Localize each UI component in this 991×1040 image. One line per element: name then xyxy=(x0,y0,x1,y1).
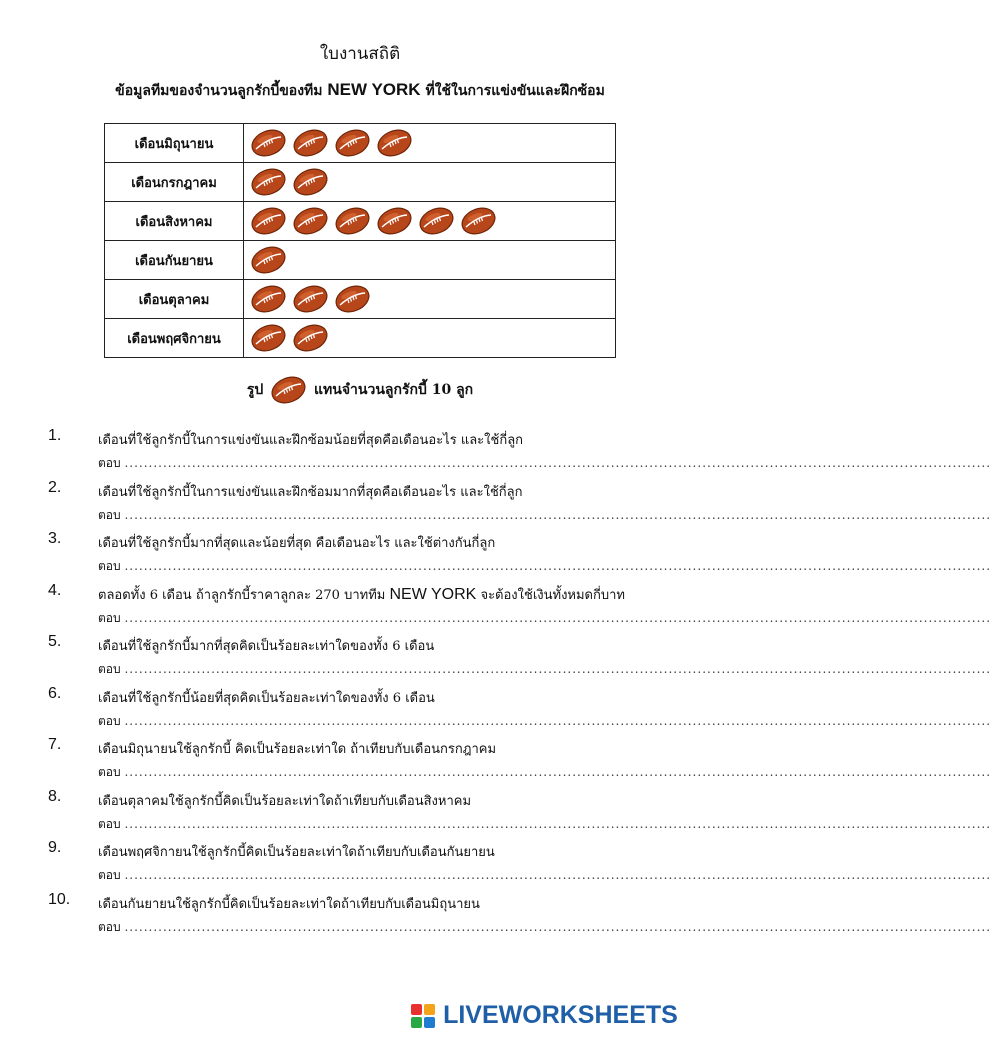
question-item xyxy=(48,425,991,477)
rugby-ball-icon xyxy=(292,284,329,314)
answer-label: ตอบ xyxy=(98,662,121,676)
question-text: เดือนที่ใช้ลูกรักบี้น้อยที่สุดคิดเป็นร้อยละเท่าใดของทั้ง 6 เดือน xyxy=(98,690,435,706)
answer-line[interactable] xyxy=(98,609,991,628)
answer-line[interactable] xyxy=(98,866,991,885)
answer-label: ตอบ xyxy=(98,456,121,470)
month-label: เดือนมิถุนายน xyxy=(105,124,244,163)
table-row xyxy=(105,163,616,202)
answer-line[interactable] xyxy=(98,506,991,525)
team-name: NEW YORK xyxy=(327,80,421,99)
rugby-ball-icon xyxy=(334,206,371,236)
question-text-after: จะต้องใช้เงินทั้งหมดกี่บาท xyxy=(480,587,625,603)
question-text: เดือนที่ใช้ลูกรักบี้ในการแข่งขันและฝึกซ้อมน้อยที่สุดคือเดือนอะไร และใช้กี่ลูก xyxy=(98,433,524,448)
question-item xyxy=(48,631,991,683)
month-label: เดือนพฤศจิกายน xyxy=(105,319,244,358)
answer-dotted-line[interactable]: .................................................................................................................................................................................... xyxy=(124,456,991,470)
answer-line[interactable] xyxy=(98,712,991,731)
rugby-ball-icon xyxy=(334,128,371,158)
rugby-ball-icon xyxy=(250,206,287,236)
rugby-ball-icon xyxy=(250,167,287,197)
answer-line[interactable] xyxy=(98,557,991,576)
question-number: 2. xyxy=(48,478,62,496)
question-text: เดือนที่ใช้ลูกรักบี้มากที่สุดและน้อยที่สุด คือเดือนอะไร และใช้ต่างกันกี่ลูก xyxy=(98,536,496,551)
month-icons xyxy=(244,319,616,358)
question-line xyxy=(98,738,496,759)
question-item xyxy=(48,837,991,889)
question-text: เดือนที่ใช้ลูกรักบี้ในการแข่งขันและฝึกซ้อมมากที่สุดคือเดือนอะไร และใช้กี่ลูก xyxy=(98,484,523,500)
question-line xyxy=(98,429,523,450)
rugby-ball-icon xyxy=(376,206,413,236)
answer-label: ตอบ xyxy=(98,713,121,728)
question-number: 5. xyxy=(48,633,62,650)
month-icons xyxy=(244,124,616,163)
month-icons xyxy=(244,241,616,280)
table-row xyxy=(105,280,616,319)
question-number: 7. xyxy=(48,736,62,753)
question-line xyxy=(98,790,471,811)
answer-dotted-line[interactable]: .................................................................................................................................................................................... xyxy=(124,662,991,676)
rugby-ball-icon xyxy=(292,167,329,197)
question-item xyxy=(48,580,991,632)
rugby-ball-icon xyxy=(418,206,455,236)
answer-dotted-line[interactable]: .................................................................................................................................................................................... xyxy=(124,610,991,625)
answer-label: ตอบ xyxy=(98,507,121,522)
answer-label: ตอบ xyxy=(98,919,121,934)
question-line xyxy=(98,841,495,862)
question-number: 6. xyxy=(48,684,62,702)
question-item xyxy=(48,889,991,941)
logo-square xyxy=(424,1004,435,1015)
question-line xyxy=(98,481,522,502)
question-number: 3. xyxy=(48,530,62,547)
month-icons xyxy=(244,280,616,319)
question-number: 8. xyxy=(48,787,62,805)
rugby-ball-icon xyxy=(250,245,287,275)
team-name: NEW YORK xyxy=(389,585,477,603)
question-text: เดือนกันยายนใช้ลูกรักบี้คิดเป็นร้อยละเท่าใดถ้าเทียบกับเดือนมิถุนายน xyxy=(98,896,480,912)
rugby-ball-icon xyxy=(376,128,413,158)
half-rugby-ball-icon xyxy=(292,323,311,353)
month-label: เดือนสิงหาคม xyxy=(105,202,244,241)
answer-dotted-line[interactable]: .................................................................................................................................................................................... xyxy=(124,765,991,779)
pictograph-table xyxy=(104,123,616,358)
question-item xyxy=(48,528,991,580)
rugby-ball-icon xyxy=(460,206,497,236)
rugby-ball-icon xyxy=(270,375,307,405)
table-row xyxy=(105,202,616,241)
table-row xyxy=(105,241,616,280)
question-item xyxy=(48,734,991,786)
question-list xyxy=(48,425,991,940)
liveworksheets-logo xyxy=(411,1001,678,1029)
rugby-ball-icon xyxy=(250,128,287,158)
pictograph-legend xyxy=(0,375,720,405)
subtitle-text-after: ที่ใช้ในการแข่งขันและฝึกซ้อม xyxy=(425,83,605,99)
worksheet-title: ใบงานสถิติ xyxy=(319,44,401,64)
liveworksheets-logo-text: LIVEWORKSHEETS xyxy=(443,1001,678,1029)
logo-square xyxy=(411,1017,422,1028)
worksheet-subtitle xyxy=(0,80,720,102)
month-label: เดือนตุลาคม xyxy=(105,280,244,319)
question-line xyxy=(98,687,435,708)
logo-square xyxy=(411,1004,422,1015)
answer-dotted-line[interactable]: .................................................................................................................................................................................... xyxy=(124,507,991,522)
legend-text-after: แทนจำนวนลูกรักบี้ 10 ลูก xyxy=(314,382,474,398)
question-number: 10. xyxy=(48,890,71,908)
question-line xyxy=(98,635,434,656)
month-label: เดือนกรกฎาคม xyxy=(105,163,244,202)
rugby-ball-icon xyxy=(292,206,329,236)
answer-label: ตอบ xyxy=(98,559,121,573)
question-text: เดือนตุลาคมใช้ลูกรักบี้คิดเป็นร้อยละเท่าใดถ้าเทียบกับเดือนสิงหาคม xyxy=(98,793,472,809)
question-line xyxy=(98,532,495,553)
answer-dotted-line[interactable]: .................................................................................................................................................................................... xyxy=(124,816,991,831)
answer-line[interactable] xyxy=(98,454,991,473)
liveworksheets-logo-mark xyxy=(411,1004,435,1028)
month-label: เดือนกันยายน xyxy=(105,241,244,280)
question-number: 9. xyxy=(48,839,62,856)
answer-dotted-line[interactable]: .................................................................................................................................................................................... xyxy=(124,919,991,934)
answer-dotted-line[interactable]: .................................................................................................................................................................................... xyxy=(124,559,991,573)
answer-label: ตอบ xyxy=(98,765,121,779)
answer-line[interactable] xyxy=(98,660,991,679)
question-item xyxy=(48,477,991,529)
question-text: เดือนมิถุนายนใช้ลูกรักบี้ คิดเป็นร้อยละเท่าใด ถ้าเทียบกับเดือนกรกฎาคม xyxy=(98,742,497,757)
question-text: เดือนที่ใช้ลูกรักบี้มากที่สุดคิดเป็นร้อยละเท่าใดของทั้ง 6 เดือน xyxy=(98,639,435,654)
question-number: 4. xyxy=(48,581,62,599)
logo-square xyxy=(424,1017,435,1028)
subtitle-text-before: ข้อมูลทีมของจำนวนลูกรักบี้ของทีม xyxy=(115,83,323,99)
answer-line[interactable] xyxy=(98,763,991,782)
question-number: 1. xyxy=(48,427,62,444)
month-icons xyxy=(244,163,616,202)
month-icons xyxy=(244,202,616,241)
question-text: เดือนพฤศจิกายนใช้ลูกรักบี้คิดเป็นร้อยละเท่าใดถ้าเทียบกับเดือนกันยายน xyxy=(98,845,495,860)
answer-label: ตอบ xyxy=(98,868,121,882)
question-line xyxy=(98,584,625,605)
answer-line[interactable] xyxy=(98,815,991,834)
answer-label: ตอบ xyxy=(98,816,121,831)
rugby-ball-icon xyxy=(292,128,329,158)
question-text: ตลอดทั้ง 6 เดือน ถ้าลูกรักบี้ราคาลูกละ 270 บาททีม xyxy=(98,587,386,603)
answer-label: ตอบ xyxy=(98,610,121,625)
rugby-ball-icon xyxy=(334,284,371,314)
rugby-ball-icon xyxy=(250,284,287,314)
legend-text-before: รูป xyxy=(246,382,264,398)
rugby-ball-icon xyxy=(250,323,287,353)
answer-dotted-line[interactable]: .................................................................................................................................................................................... xyxy=(124,713,991,728)
answer-dotted-line[interactable]: .................................................................................................................................................................................... xyxy=(124,868,991,882)
question-item xyxy=(48,786,991,838)
table-row xyxy=(105,124,616,163)
question-line xyxy=(98,893,480,914)
question-item xyxy=(48,683,991,735)
answer-line[interactable] xyxy=(98,918,991,937)
table-row xyxy=(105,319,616,358)
